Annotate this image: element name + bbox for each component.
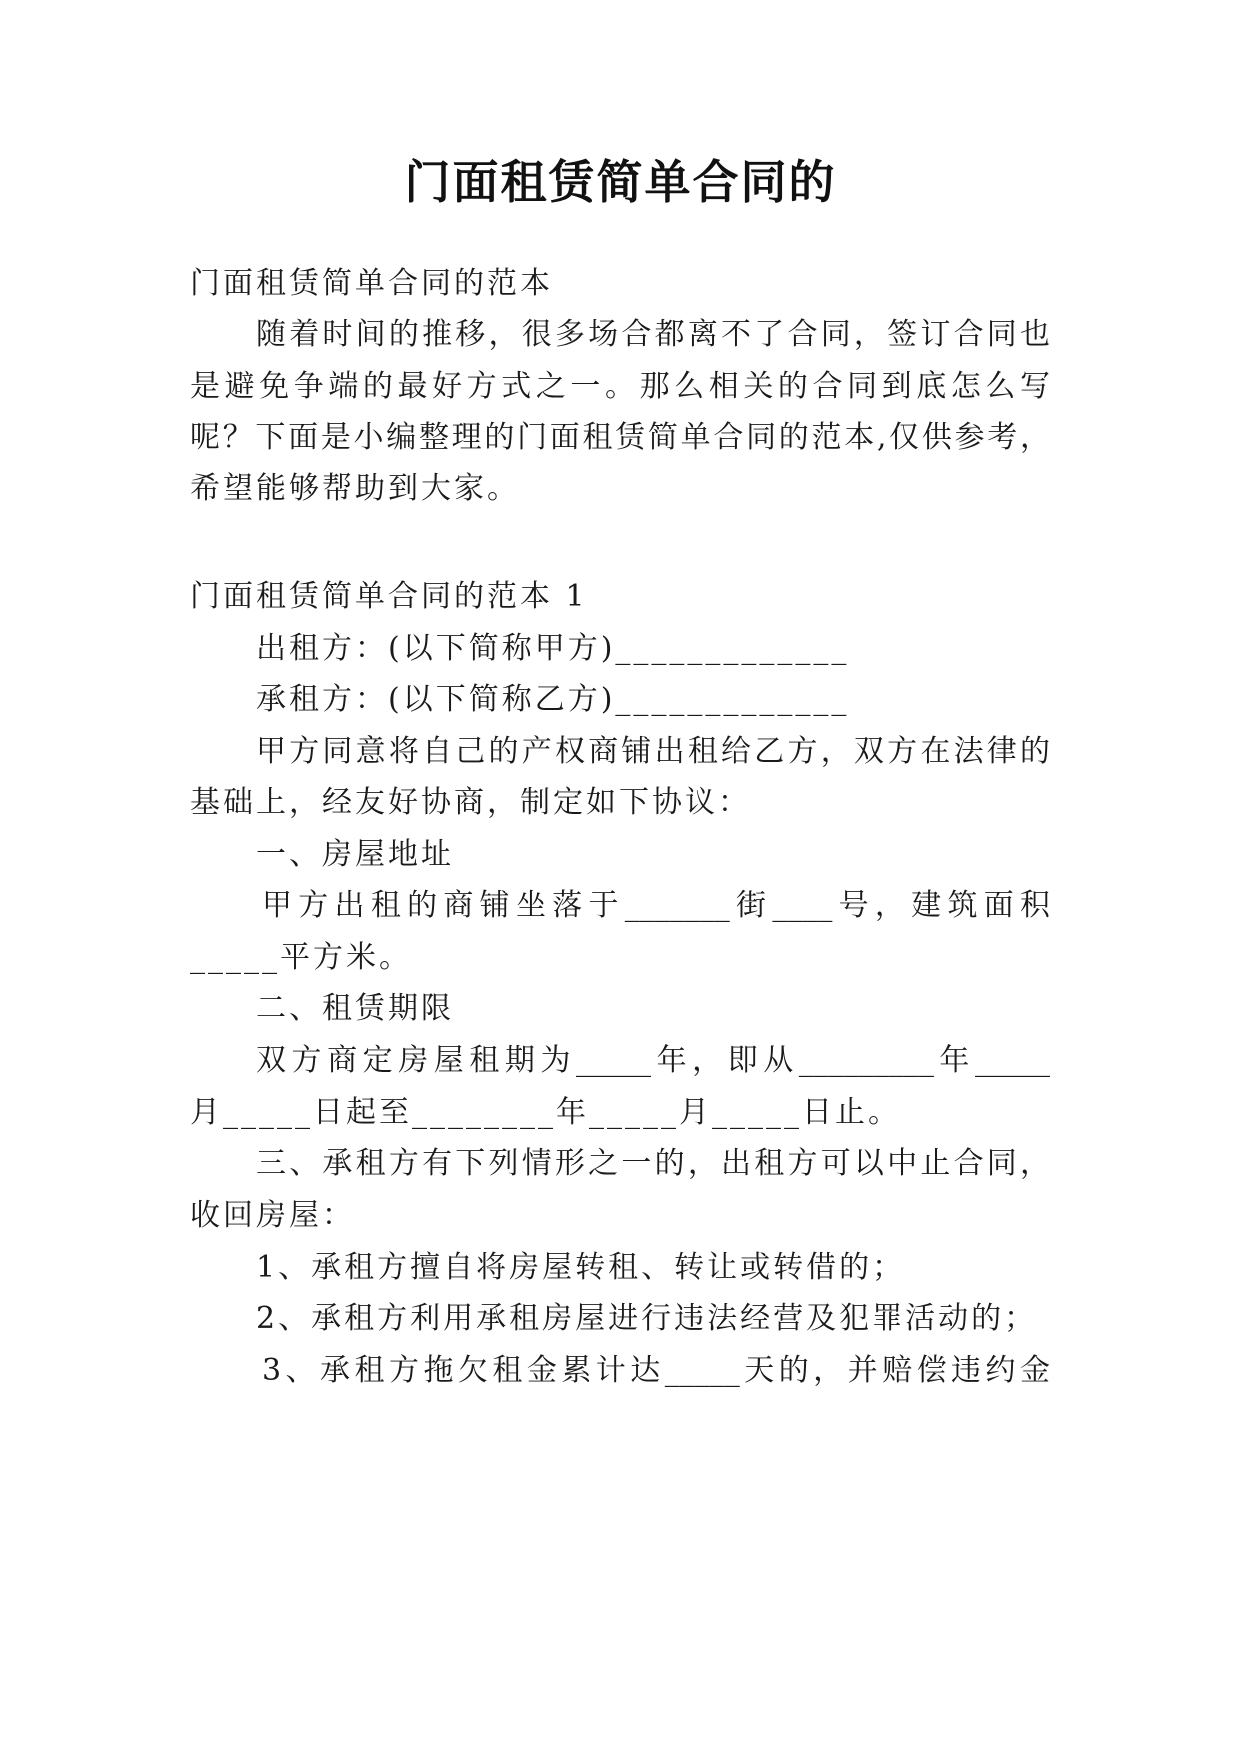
clause-2-line-1: 双方商定房屋租期为_____年，即从_________年_____ — [256, 1043, 1050, 1078]
intro-paragraph-line-1: 随着时间的推移，很多场合都离不了合同，签订合同也 — [256, 317, 1050, 352]
agreement-line-2: 基础上，经友好协商，制定如下协议： — [190, 785, 751, 820]
lessee-line: 承租方：(以下简称乙方)_____________ — [256, 682, 850, 717]
clause-3-title-line-1: 三、承租方有下列情形之一的，出租方可以中止合同， — [256, 1146, 1050, 1181]
clause-3-title-line-2: 收回房屋： — [190, 1198, 355, 1233]
intro-heading: 门面租赁简单合同的范本 — [190, 266, 553, 301]
agreement-line-1: 甲方同意将自己的产权商铺出租给乙方，双方在法律的 — [256, 734, 1050, 769]
intro-paragraph-line-2: 是避免争端的最好方式之一。那么相关的合同到底怎么写 — [190, 369, 1050, 404]
intro-paragraph-line-4: 希望能够帮助到大家。 — [190, 471, 520, 506]
clause-3-item-3: 3、承租方拖欠租金累计达_____天的，并赔偿违约金 — [262, 1353, 1050, 1388]
intro-paragraph-line-3: 呢？下面是小编整理的门面租赁简单合同的范本,仅供参考， — [190, 420, 1050, 455]
clause-3-item-2: 2、承租方利用承租房屋进行违法经营及犯罪活动的； — [256, 1301, 1038, 1336]
section-heading: 门面租赁简单合同的范本 1 — [190, 579, 588, 614]
clause-2-line-2: 月_____日起至________年_____月_____日止。 — [190, 1095, 901, 1130]
document-title: 门面租赁简单合同的 — [404, 155, 837, 209]
lessor-line: 出租方：(以下简称甲方)_____________ — [256, 631, 850, 666]
clause-2-title: 二、租赁期限 — [256, 991, 454, 1026]
clause-1-title: 一、房屋地址 — [256, 837, 454, 872]
clause-1-line-1: 甲方出租的商铺坐落于_______街____号，建筑面积 — [262, 888, 1050, 923]
clause-1-line-2: _____平方米。 — [190, 940, 412, 975]
clause-3-item-1: 1、承租方擅自将房屋转租、转让或转借的； — [256, 1250, 906, 1285]
